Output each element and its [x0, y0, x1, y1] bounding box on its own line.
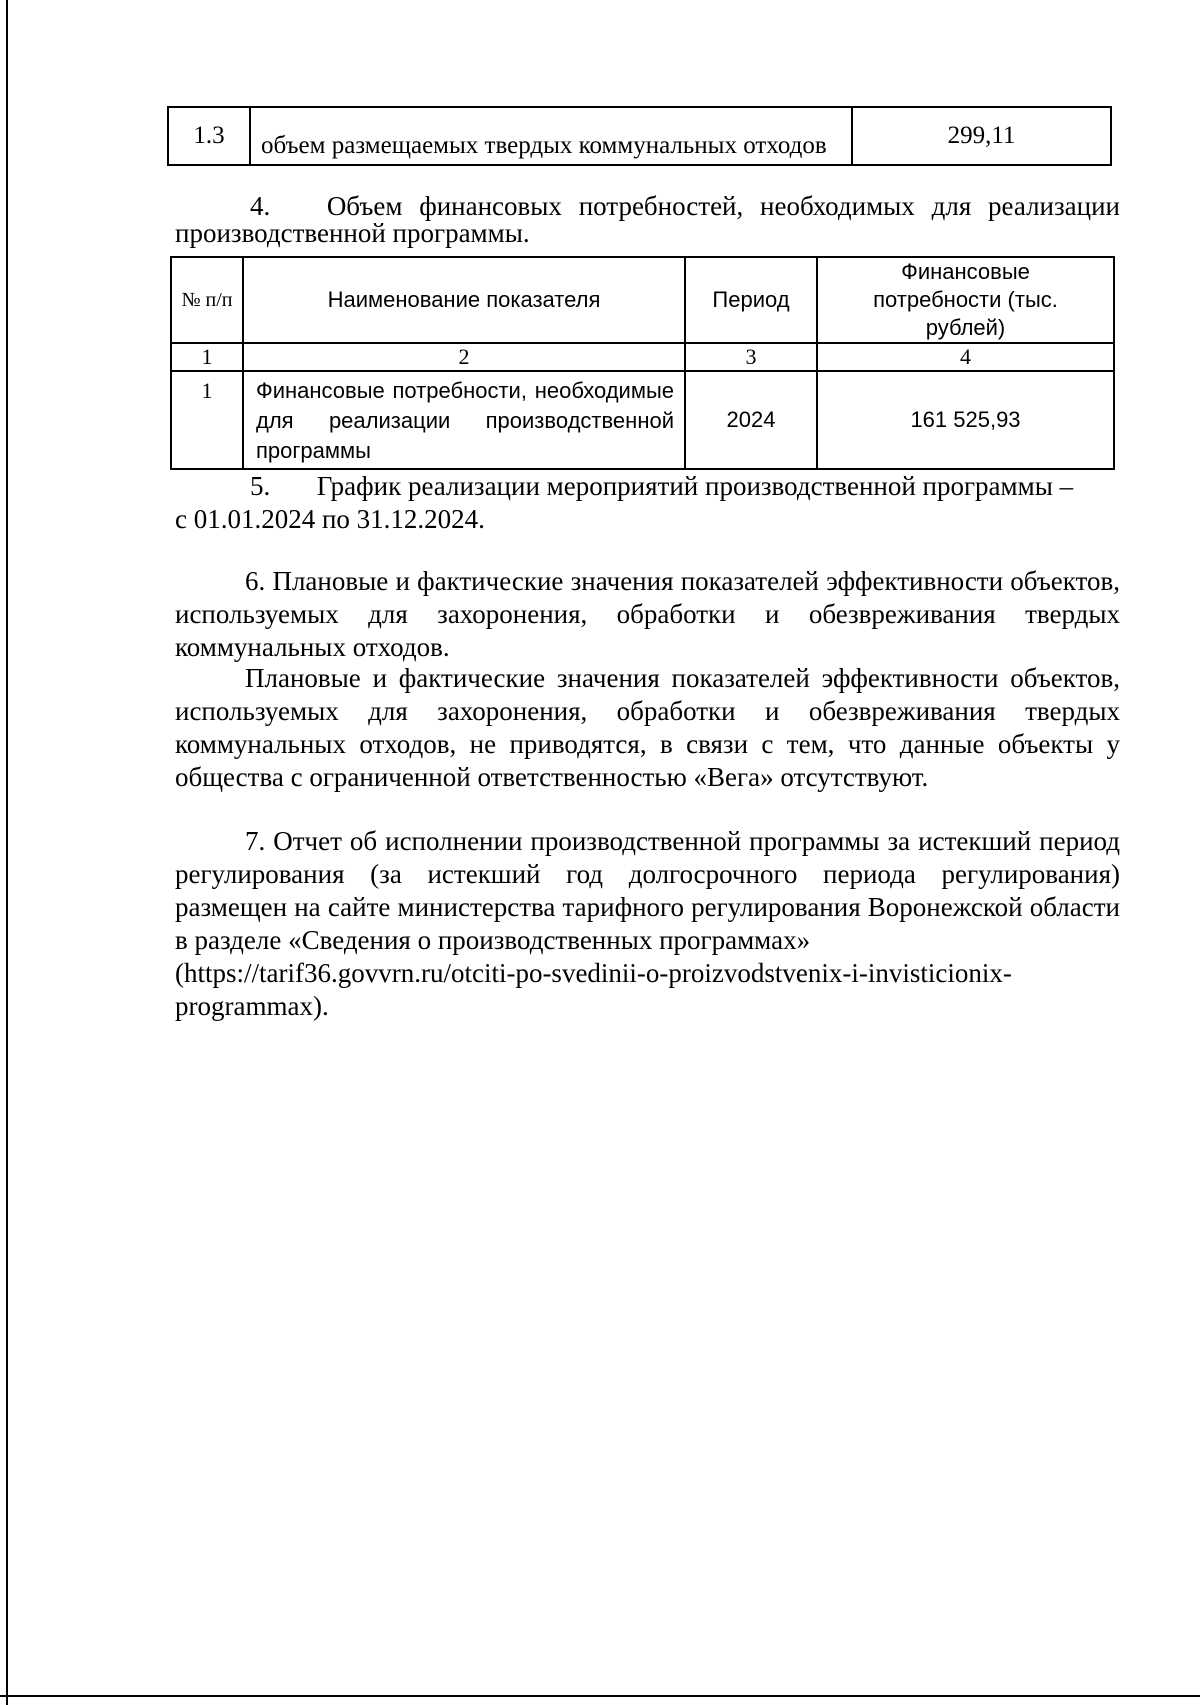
scan-edge-left — [6, 0, 8, 1705]
section-5-line-1: График реализации мероприятий производственной программы – — [316, 471, 1074, 501]
row-number: 1.3 — [168, 107, 250, 165]
section-7-paragraph: 7. Отчет об исполнении производственной программы за истекший период регулирования (за истекший год долгосрочного периода регулирования) размещен на сайте министерства тарифного регулирования Воронежской области в разделе «Сведения о производственных программах» — [175, 826, 1120, 955]
section-4-continuation: производственной программы. — [175, 218, 530, 248]
col-num-2: 2 — [243, 343, 685, 371]
section-4-number: 4. — [250, 191, 271, 221]
col-num-1: 1 — [171, 343, 243, 371]
header-period: Период — [685, 257, 817, 343]
table-row — [171, 371, 1114, 469]
section-7-url-line-2: programmax). — [175, 991, 329, 1021]
section-5-number: 5. — [250, 471, 271, 501]
section-5 — [175, 470, 1120, 536]
row-value: 299,11 — [852, 107, 1111, 165]
row-value: 161 525,93 — [817, 371, 1114, 469]
row-name-line-1: Финансовые потребности, необходимые — [256, 378, 674, 403]
section-5-line-2: с 01.01.2024 по 31.12.2024. — [175, 504, 485, 534]
row-name-line-2: для реализации производственной — [256, 408, 674, 433]
section-6-paragraph-1: 6. Плановые и фактические значения показателей эффективности объектов, используемых для захоронения, обработки и обезвреживания твердых коммунальных отходов. — [175, 566, 1120, 662]
header-name: Наименование показателя — [243, 257, 685, 343]
header-num: № п/п — [171, 257, 243, 343]
row-name — [243, 371, 685, 469]
volume-table — [167, 106, 1112, 166]
column-number-row — [171, 343, 1114, 371]
section-6-paragraph-2: Плановые и фактические значения показателей эффективности объектов, используемых для захоронения, обработки и обезвреживания твердых коммунальных отходов, не приводятся, в связи с тем, что данные объекты у общества с ограниченной ответственностью «Вега» отсутствуют. — [175, 663, 1120, 792]
row-number: 1 — [171, 371, 243, 469]
row-period: 2024 — [685, 371, 817, 469]
row-name-line-3: программы — [256, 438, 371, 463]
row-name: объем размещаемых твердых коммунальных отходов — [250, 107, 852, 165]
table-row — [168, 107, 1111, 165]
col-num-4: 4 — [817, 343, 1114, 371]
col-num-3: 3 — [685, 343, 817, 371]
section-4-heading — [175, 190, 1120, 250]
section-7-url-line-1: (https://tarif36.govvrn.ru/otciti-po-svedinii-o-proizvodstvenix-i-invisticionix- — [175, 958, 1012, 988]
scan-edge-bottom — [0, 1695, 1200, 1697]
header-fin: Финансовые потребности (тыс. рублей) — [817, 257, 1114, 343]
section-7-url — [175, 957, 1120, 1023]
financial-needs-table — [170, 256, 1115, 470]
section-4-text: Объем финансовых потребностей, необходимых для реализации — [326, 191, 1120, 221]
table-header-row — [171, 257, 1114, 343]
